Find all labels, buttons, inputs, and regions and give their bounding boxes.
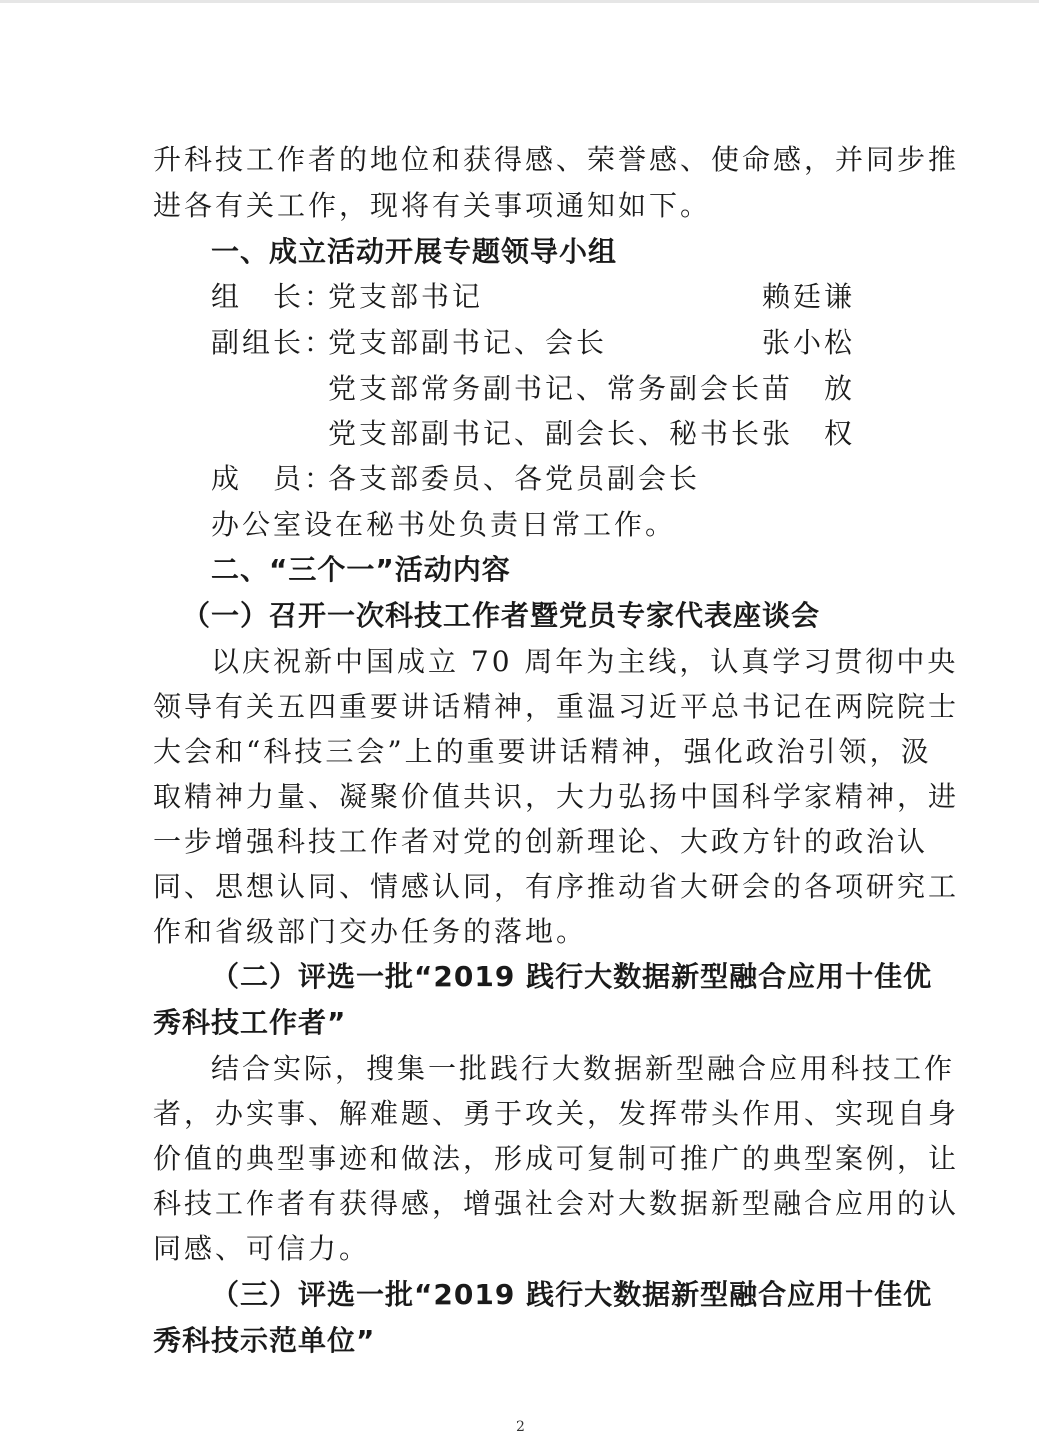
section1-heading: 一、成立活动开展专题领导小组 xyxy=(211,235,618,268)
section2-heading: 二、“三个一”活动内容 xyxy=(211,553,511,586)
role-name: 张 权 xyxy=(762,417,856,450)
role-label: 副组长： xyxy=(211,326,336,359)
role-position: 党支部副书记、副会长、秘书长 xyxy=(328,417,763,450)
role-label: 组 长： xyxy=(211,280,336,313)
role-name: 赖廷谦 xyxy=(762,280,856,313)
paragraph-line: 取精神力量、凝聚价值共识，大力弘扬中国科学家精神，进 xyxy=(153,780,960,813)
paragraph-line: 者，办实事、解难题、勇于攻关，发挥带头作用、实现自身 xyxy=(153,1097,960,1130)
paragraph-line: 同、思想认同、情感认同，有序推动省大研会的各项研究工 xyxy=(153,870,960,903)
paragraph-line: 一步增强科技工作者对党的创新理论、大政方针的政治认 xyxy=(153,825,929,858)
role-position: 党支部书记 xyxy=(328,280,484,313)
role-label: 成 员： xyxy=(211,462,336,495)
office-note: 办公室设在秘书处负责日常工作。 xyxy=(211,508,677,541)
intro-line: 升科技工作者的地位和获得感、荣誉感、使命感，并同步推 xyxy=(153,143,960,176)
sub2-heading: （二）评选一批“2019 践行大数据新型融合应用十佳优 xyxy=(211,960,933,993)
sub2-heading: 秀科技工作者” xyxy=(153,1006,347,1039)
role-name: 苗 放 xyxy=(762,372,856,405)
sub3-heading: （三）评选一批“2019 践行大数据新型融合应用十佳优 xyxy=(211,1278,933,1311)
sub1-heading: （一）召开一次科技工作者暨党员专家代表座谈会 xyxy=(182,599,821,632)
role-position: 党支部副书记、会长 xyxy=(328,326,608,359)
paragraph-line: 以庆祝新中国成立 70 周年为主线，认真学习贯彻中央 xyxy=(211,645,959,678)
role-name: 张小松 xyxy=(762,326,856,359)
paragraph-line: 同感、可信力。 xyxy=(153,1232,371,1265)
paragraph-line: 科技工作者有获得感，增强社会对大数据新型融合应用的认 xyxy=(153,1187,960,1220)
sub3-heading: 秀科技示范单位” xyxy=(153,1324,376,1357)
paragraph-line: 大会和“科技三会”上的重要讲话精神，强化政治引领，汲 xyxy=(153,735,932,768)
paragraph-line: 作和省级部门交办任务的落地。 xyxy=(153,915,588,948)
paragraph-line: 价值的典型事迹和做法，形成可复制可推广的典型案例，让 xyxy=(153,1142,960,1175)
intro-line: 进各有关工作，现将有关事项通知如下。 xyxy=(153,189,712,222)
role-position: 各支部委员、各党员副会长 xyxy=(328,462,701,495)
paragraph-line: 结合实际，搜集一批践行大数据新型融合应用科技工作 xyxy=(211,1052,956,1085)
role-position: 党支部常务副书记、常务副会长 xyxy=(328,372,763,405)
paragraph-line: 领导有关五四重要讲话精神，重温习近平总书记在两院院士 xyxy=(153,690,960,723)
page-number: 2 xyxy=(516,1419,525,1435)
